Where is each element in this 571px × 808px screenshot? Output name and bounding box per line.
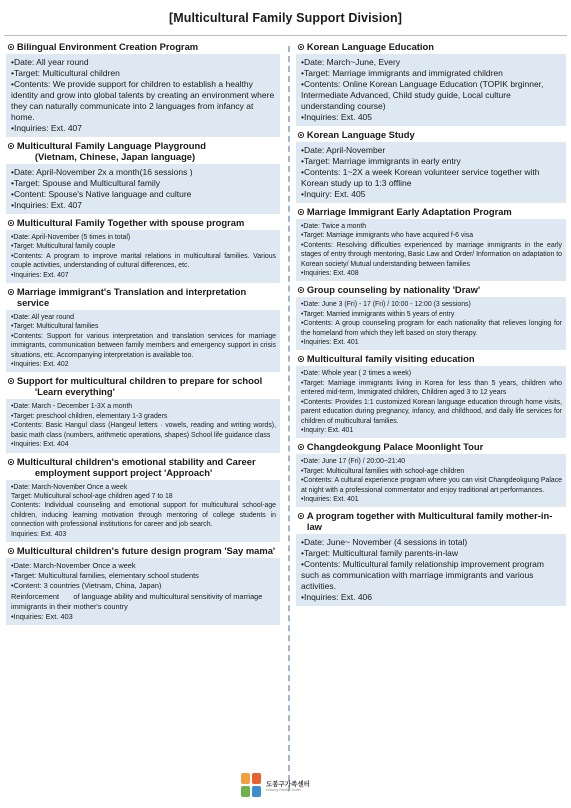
program-details — [296, 219, 566, 281]
program-title-text: Support for multicultural children to prepare for school — [16, 375, 263, 387]
program-title — [6, 41, 280, 54]
detail-line: •Inquiry: Ext. 401 — [301, 426, 354, 434]
detail-line: •Inquiries: Ext. 404 — [11, 441, 69, 449]
program-details — [6, 164, 280, 214]
detail-line: •Date: June~ November (4 sessions in total) — [301, 537, 468, 548]
detail-line: •Date: Twice a month — [301, 223, 367, 230]
detail-line: •Date: March-November Once a week — [11, 483, 128, 491]
program-details — [6, 480, 280, 542]
program-title-text: Korean Language Education — [306, 41, 434, 52]
detail-line: •Target: Multicultural family parents-in-law — [301, 548, 458, 559]
detail-line: •Date: April-November (5 times in total) — [11, 234, 131, 241]
circle-dot-icon: ⊙ — [7, 41, 15, 52]
detail-line: •Contents: Support for various interpretation and translation services for marriage immigrants, communication between family members and emergency support in crisis situations, etc. Accompanying interpretation is available too. — [11, 332, 278, 359]
detail-line: •Date: April-November — [301, 145, 386, 155]
detail-line: •Date: All year round — [11, 57, 89, 67]
program-details — [296, 54, 566, 126]
detail-line: •Target: Marriage immigrants living in Korea for less than 5 years, children who entered mid-term, Immigrated children, Children aged 3 to 12 years — [301, 379, 564, 397]
detail-line: •Inquiries: Ext. 401 — [301, 495, 359, 503]
program-section — [6, 217, 280, 283]
program-title-text: Marriage immigrant's Translation and interpretation service — [16, 286, 247, 309]
right-column — [296, 40, 566, 609]
detail-line: •Inquiries: Ext. 402 — [11, 361, 69, 369]
detail-line: •Content: Spouse's Native language and culture — [11, 189, 192, 199]
detail-line: •Target: Multicultural family couple — [11, 243, 116, 251]
program-title-text: Multicultural family visiting education — [306, 353, 475, 365]
circle-dot-icon: ⊙ — [7, 217, 15, 228]
program-title — [6, 375, 280, 399]
detail-line: •Inquiries: Ext. 403 — [11, 611, 73, 621]
detail-line: •Inquiries: Ext. 407 — [11, 200, 83, 210]
program-title-text: Multicultural Family Together with spouse program — [16, 217, 245, 228]
detail-line: •Contents: Online Korean Language Education (TOPIK brginner, Intermediate Advanced, Child study guide, Local culture understanding course) — [301, 79, 546, 111]
circle-dot-icon: ⊙ — [7, 455, 15, 467]
detail-line: •Inquiries: Ext. 406 — [301, 592, 373, 603]
program-details — [6, 558, 280, 625]
program-section — [296, 441, 566, 507]
detail-line: •Target: Marriage immigrants and immigrated children — [301, 68, 503, 78]
detail-line: •Date: Whole year ( 2 times a week) — [301, 370, 412, 378]
title-rule — [4, 35, 567, 36]
program-title-text: Bilingual Environment Creation Program — [16, 41, 199, 52]
program-title-text: A program together with Multicultural family mother-in-law — [306, 510, 553, 533]
detail-line: •Content: 3 countries (Vietnam, China, Japan) — [11, 581, 162, 591]
detail-line: •Contents: We provide support for children to establish a healthy identity and grow into global talents by creating an environment where they can naturally communicate into 2 languages from infancy at home. — [11, 79, 277, 122]
program-section — [6, 456, 280, 542]
circle-dot-icon: ⊙ — [7, 286, 15, 298]
program-title — [296, 353, 566, 366]
detail-line: •Contents: Provides 1:1 customized Korean language education through home visits, parent education during pregnancy, infancy, and childhood, and daily life services for children of multicultural families. — [301, 398, 564, 425]
detail-line: •Contents: Multicultural family relationship improvement program such as communication with marriage immigrants and various activities. — [301, 559, 547, 592]
program-title — [6, 217, 280, 230]
program-details — [6, 54, 280, 137]
detail-line: •Date: March-November Once a week — [11, 560, 136, 570]
program-section — [296, 284, 566, 350]
program-title-text: Multicultural children's emotional stability and Career — [16, 455, 256, 467]
program-title-text: Korean Language Study — [306, 129, 415, 140]
program-section — [296, 353, 566, 438]
detail-line: •Contents: Resolving difficulties experienced by marriage immigrants in the early stages of entry through mentoring, Basic Law and Order/ Information on adaptation to Korean society/ Mutual understanding between families — [301, 241, 564, 268]
program-title — [6, 456, 280, 480]
detail-line: •Target: Marriage immigrants in early entry — [301, 156, 461, 166]
detail-line: •Date: March~June, Every — [301, 57, 401, 67]
left-column — [6, 40, 280, 628]
program-title-text: Multicultural children's future design program 'Say mama' — [16, 544, 276, 556]
program-section — [6, 375, 280, 452]
detail-line: •Contents: A group counseling program for each nationality that relieves longing for the homeland from which they left based on story therapy. — [301, 320, 564, 337]
program-subtitle: 'Learn everything' — [34, 386, 115, 398]
detail-line: Contents: Individual counseling and emotional support for multicultural school-age children, inducing learning motivation through mentoring of college students in connection with professional institutions for career and job search. — [11, 502, 278, 529]
program-section — [296, 129, 566, 203]
program-details — [6, 230, 280, 283]
program-title — [6, 545, 280, 558]
program-section — [6, 545, 280, 625]
detail-line: •Contents: A program to improve marital relations in multicultural families. Various couple activities, understanding of cultural differences, etc. — [11, 252, 278, 270]
detail-line: •Target: Multicultural families with school-age children — [301, 467, 465, 475]
family-center-logo-icon — [240, 772, 262, 798]
detail-line: •Inquiries: Ext. 408 — [301, 270, 359, 278]
page-title: [Multicultural Family Support Division] — [168, 11, 403, 25]
detail-line: •Contents: A cultural experience program where you can visit Changdeokgung Palace at night with a professional commentator and enjoy traditional art performances. — [301, 477, 564, 494]
program-title — [296, 206, 566, 219]
program-title — [296, 284, 566, 297]
detail-line: •Target: Spouse and Multicultural family — [11, 178, 160, 188]
detail-line: •Contents: Basic Hangul class (Hangeul letters · vowels, reading and writing words), basic math class (numbers, arithmetic operations, shapes) School life guidance class — [11, 422, 278, 439]
circle-dot-icon: ⊙ — [297, 41, 305, 52]
circle-dot-icon: ⊙ — [7, 140, 15, 151]
family-center-logo — [240, 772, 310, 798]
program-details — [296, 534, 566, 606]
detail-line: •Date: All year round — [11, 314, 74, 322]
program-title-text: Multicultural Family Language Playground — [16, 140, 206, 151]
program-details — [296, 297, 566, 350]
detail-line: •Inquiries: Ext. 405 — [301, 112, 373, 122]
program-details — [296, 142, 566, 203]
program-section — [296, 41, 566, 126]
program-title — [296, 441, 566, 454]
program-title — [296, 129, 566, 142]
family-center-name: 도봉구가족센터 — [266, 780, 310, 788]
detail-line: Inquiries: Ext. 403 — [11, 530, 67, 538]
detail-line: •Target: preschool children, elementary 1-3 graders — [11, 412, 168, 420]
circle-dot-icon: ⊙ — [7, 544, 15, 556]
circle-dot-icon: ⊙ — [297, 510, 305, 522]
column-divider — [288, 46, 290, 791]
detail-line: •Target: Marriage immigrants who have acquired f-6 visa — [301, 232, 474, 240]
detail-line: •Inquiries: Ext. 407 — [11, 123, 83, 133]
circle-dot-icon: ⊙ — [297, 441, 305, 453]
family-center-tagline: Dobong Family Center — [266, 787, 302, 792]
circle-dot-icon: ⊙ — [297, 206, 305, 217]
detail-line: Target: Multicultural school-age children aged 7 to 18 — [11, 492, 173, 500]
program-title-text: Marriage Immigrant Early Adaptation Program — [306, 206, 512, 217]
program-section — [6, 140, 280, 214]
program-title — [6, 140, 280, 164]
circle-dot-icon: ⊙ — [297, 353, 305, 365]
program-details — [6, 399, 280, 452]
program-section — [6, 41, 280, 137]
detail-line: •Date: June 3 (Fri) - 17 (Fri) / 10:00 - 12:00 (3 sessions) — [301, 301, 471, 309]
detail-line: Reinforcement of language ability and multicultural sensitivity of marriage immigrants in their mother's country — [11, 591, 265, 611]
detail-line: •Inquiries: Ext. 401 — [301, 339, 359, 347]
detail-line: •Date: June 17 (Fri) / 20:00~21:40 — [301, 458, 406, 466]
program-details — [296, 366, 566, 438]
detail-line: •Target: Married immigrants within 5 years of entry — [301, 310, 455, 318]
circle-dot-icon: ⊙ — [297, 284, 305, 296]
program-subtitle: employment support project 'Approach' — [34, 466, 213, 478]
detail-line: •Contents: 1~2X a week Korean volunteer service together with Korean study up to 1:3 offline — [301, 167, 542, 188]
detail-line: •Target: Multicultural families — [11, 323, 99, 331]
program-section — [6, 286, 280, 372]
program-title — [6, 286, 280, 310]
detail-line: •Date: April-November 2x a month(16 sessions ) — [11, 167, 193, 177]
detail-line: •Date: March - December 1-3X a month — [11, 403, 133, 411]
program-section — [296, 510, 566, 606]
detail-line: •Inquiry: Ext. 405 — [301, 189, 366, 199]
circle-dot-icon: ⊙ — [297, 129, 305, 140]
program-section — [296, 206, 566, 281]
program-details — [6, 310, 280, 372]
program-details — [296, 454, 566, 507]
program-title — [296, 510, 566, 534]
program-title-text: Changdeokgung Palace Moonlight Tour — [306, 441, 484, 453]
detail-line: •Target: Multicultural children — [11, 68, 120, 78]
detail-line: •Target: Multicultural families, elementary school students — [11, 571, 199, 581]
program-title-text: Group counseling by nationality 'Draw' — [306, 284, 481, 296]
detail-line: •Inquiries: Ext. 407 — [11, 271, 69, 279]
circle-dot-icon: ⊙ — [7, 375, 15, 387]
program-subtitle: (Vietnam, Chinese, Japan language) — [34, 151, 196, 162]
program-title — [296, 41, 566, 54]
